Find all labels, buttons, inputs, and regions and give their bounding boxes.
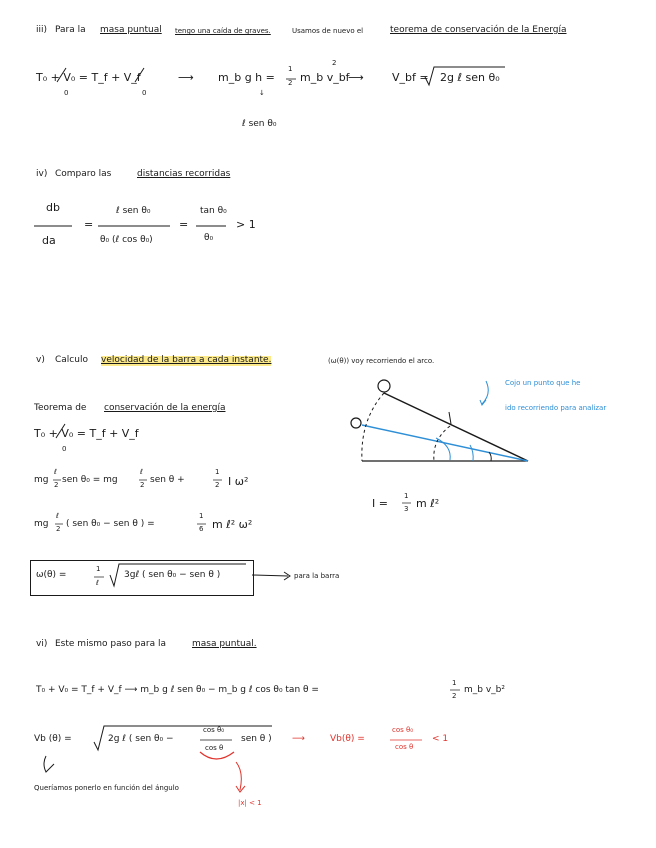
s5-heading-prefix: Teorema de <box>34 403 87 413</box>
s4-frac3-num: tan θ₀ <box>200 206 227 216</box>
s4-frac2-den: θ₀ (ℓ cos θ₀) <box>100 235 153 245</box>
s6-eq1-den: 2 <box>452 692 457 700</box>
s4-eq-1: = <box>84 218 94 231</box>
s5-eq2-b2: 2 <box>140 481 145 489</box>
s5-box-den: ℓ <box>96 579 99 587</box>
s5-inertia-den: 3 <box>404 505 409 513</box>
s6-eq2-sqrt-b: sen θ ) <box>241 734 272 744</box>
s5-eq1-zero: 0 <box>62 445 67 453</box>
s5-eq2-b: 2 <box>54 481 59 489</box>
pendulum-diagram <box>351 380 528 461</box>
section-vi-label: vi) <box>36 639 48 649</box>
s5-blue-note-2: ido recorriendo para analizar <box>505 404 607 412</box>
s6-eq1-num: 1 <box>452 679 457 687</box>
s3-sqrt-sign <box>425 67 505 85</box>
section-vi-highlight: masa puntual. <box>192 639 257 649</box>
s3-arrow: ⟶ <box>178 71 194 84</box>
s6-red-tail: < 1 <box>432 734 449 744</box>
section-v-highlight: velocidad de la barra a cada instante. <box>101 355 272 365</box>
s5-box-sqrt: 3gℓ ( sen θ₀ − sen θ ) <box>124 570 221 580</box>
s6-eq1: T₀ + V₀ = T_f + V_f ⟶ m_b g ℓ sen θ₀ − m_b g ℓ cos θ₀ tan θ = <box>36 685 319 695</box>
s5-eq2-e: 1 <box>215 468 220 476</box>
s3-equation-mid2: m_b v_bf <box>300 71 350 84</box>
section-v-tail: (ω(θ)) voy recorriendo el arco. <box>328 357 435 365</box>
s4-frac1-num: db <box>46 201 60 214</box>
s3-sqrt-content: 2g ℓ sen θ₀ <box>440 71 500 84</box>
section-iv-intro: Comparo las <box>55 169 112 179</box>
s4-frac3-den: θ₀ <box>204 233 214 243</box>
s3-equation-rhs: V_bf = <box>392 71 429 84</box>
s6-red-den: cos θ <box>395 743 414 751</box>
section-iii-label: iii) <box>36 25 48 35</box>
s5-heading-underlined: conservación de la energía <box>104 403 226 413</box>
s5-box-note: para la barra <box>294 572 340 580</box>
s3-zero-2: 0 <box>142 89 147 97</box>
section-iv-label: iv) <box>36 169 48 179</box>
s5-eq3-lhs: mg <box>34 519 49 529</box>
s5-box-lhs: ω(θ) = <box>36 570 67 580</box>
s5-inertia: I = <box>372 497 388 510</box>
s3-zero-1: 0 <box>64 89 69 97</box>
s6-red-lhs: Vb(θ) = <box>330 734 365 744</box>
s4-frac2-num: ℓ sen θ₀ <box>116 206 151 216</box>
s3-frac-den: 2 <box>288 79 293 87</box>
s6-red-arrow: ⟶ <box>292 734 305 744</box>
s5-eq2-f: 2 <box>215 481 220 489</box>
rod-initial <box>384 393 528 461</box>
s5-eq3-mid: ( sen θ₀ − sen θ ) = <box>66 519 155 529</box>
s5-blue-note-1: Cojo un punto que he <box>505 379 581 387</box>
s5-strike-v0 <box>56 424 65 438</box>
s5-eq2-g: I ω² <box>228 475 249 488</box>
s5-eq3-den: 6 <box>199 525 204 533</box>
section-iii-mid2: Usamos de nuevo el <box>292 27 364 35</box>
section-iii-intro: Para la <box>55 25 86 35</box>
s5-eq3-a: ℓ <box>56 512 59 520</box>
red-bracket <box>200 752 234 759</box>
s3-equation-lhs: T₀ + V₀ = T_f + V_f <box>36 71 141 84</box>
s6-eq2-frac-num: cos θ₀ <box>203 726 225 734</box>
s5-inertia-rhs: m ℓ² <box>416 497 440 510</box>
s4-frac1-den: da <box>42 234 56 247</box>
s6-eq1-rhs: m_b v_b² <box>464 685 505 695</box>
s6-red-note: |x| < 1 <box>238 799 262 807</box>
s3-h-arrow: ↓ <box>259 89 265 97</box>
s6-eq2-frac-den: cos θ <box>205 744 224 752</box>
s3-arrow-2: ⟶ <box>348 71 364 84</box>
s5-eq2-lhs: mg <box>34 475 49 485</box>
s6-eq2-lhs: Vb (θ) = <box>34 734 72 744</box>
s3-equation-mid: m_b g h = <box>218 71 275 84</box>
s6-red-num: cos θ₀ <box>392 726 414 734</box>
section-iii-mid: tengo una caída de graves. <box>175 27 271 35</box>
s6-eq2-sqrt-a: 2g ℓ ( sen θ₀ − <box>108 734 174 744</box>
s5-eq3-b: 2 <box>56 525 61 533</box>
s5-eq2-d: sen θ + <box>150 475 185 485</box>
s6-sqrt-sign <box>94 726 272 750</box>
section-v-label: v) <box>36 355 45 365</box>
s6-note: Queríamos ponerlo en función del ángulo <box>34 784 179 792</box>
s5-eq3-num: 1 <box>199 512 204 520</box>
section-iv-highlight: distancias recorridas <box>137 169 231 179</box>
s3-h-note: ℓ sen θ₀ <box>242 119 277 129</box>
s5-eq1: T₀ + V₀ = T_f + V_f <box>34 427 139 440</box>
s3-sup-2: 2 <box>332 59 337 67</box>
s5-eq2-c: sen θ₀ = mg <box>62 475 118 485</box>
s5-inertia-num: 1 <box>404 492 409 500</box>
section-vi-intro: Este mismo paso para la <box>55 639 166 649</box>
s5-box-sqrt-sign <box>110 564 246 586</box>
s4-eq-2: = <box>179 218 189 231</box>
s5-box-num: 1 <box>96 565 101 573</box>
section-v-intro: Calculo <box>55 355 88 365</box>
s5-eq2-a2: ℓ <box>140 468 143 476</box>
s5-eq3-rhs: m ℓ² ω² <box>212 518 253 531</box>
s3-frac-num: 1 <box>288 65 293 73</box>
s3-strike-v0 <box>57 68 66 82</box>
section-iii-highlight-1: masa puntual <box>100 25 162 35</box>
s4-tail: > 1 <box>236 218 256 231</box>
section-iii-highlight-2: teorema de conservación de la Energía <box>390 25 567 35</box>
s3-strike-vf <box>135 68 144 82</box>
s5-eq2-a: ℓ <box>54 468 57 476</box>
